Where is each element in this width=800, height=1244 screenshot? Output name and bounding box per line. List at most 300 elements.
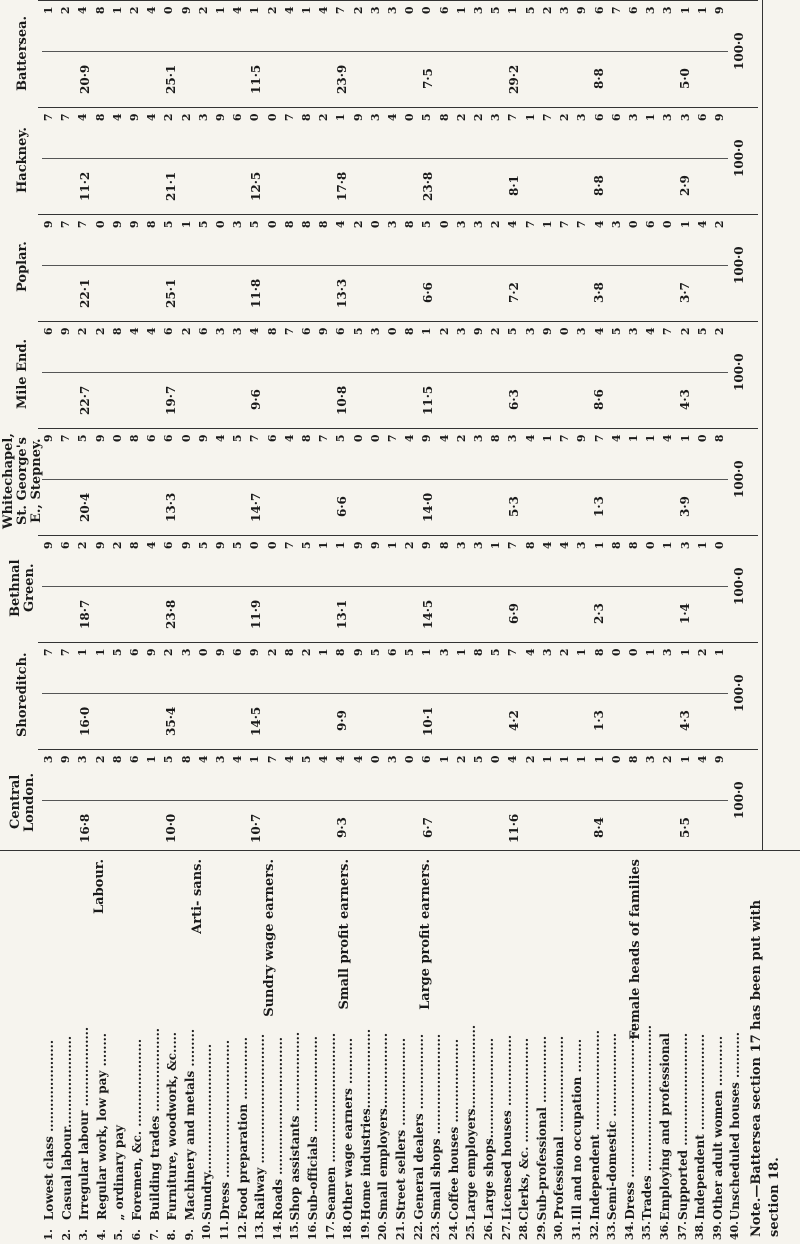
cell-value: 1 [575, 756, 589, 764]
cell-value: 6 [42, 328, 55, 336]
cell-value: 4 [386, 114, 400, 122]
row-label: Home industries................... [358, 1028, 373, 1220]
group-total-value: 4·3 [678, 710, 693, 732]
group-totals [42, 808, 728, 848]
cell-value: 4 [145, 7, 159, 15]
group-total-value: 17·8 [335, 171, 350, 201]
cell-value: 8 [403, 221, 417, 229]
cell-value: 5 [609, 328, 623, 336]
row-number: 22. [411, 1220, 425, 1240]
cell-value: 9 [179, 542, 193, 550]
cell-value: 2 [110, 542, 124, 550]
row-number: 11. [218, 1220, 231, 1240]
cell-value: 7 [334, 7, 348, 15]
cell-value: 7 [42, 649, 55, 657]
group-total-value: 25·1 [163, 64, 178, 94]
group-total-value: 8·8 [592, 175, 607, 197]
group-total-value: 10·8 [335, 385, 350, 415]
cell-value: 4 [231, 756, 245, 764]
cell-value: 5 [368, 649, 382, 657]
district-band [38, 535, 758, 642]
cell-value: 6 [695, 114, 709, 122]
row-number: 2. [59, 1228, 73, 1240]
cell-value: 3 [368, 328, 382, 336]
cell-value: 3 [472, 435, 486, 443]
cell-value: 3 [42, 756, 55, 764]
cell-value: 3 [454, 221, 468, 229]
group-total-value: 3·7 [678, 282, 693, 304]
group-total-value: 11·5 [249, 64, 264, 94]
cell-value: 7 [386, 435, 400, 443]
group-brace [42, 41, 728, 52]
cell-value: 1 [712, 649, 726, 657]
cell-value: 1 [678, 7, 692, 15]
group-label: Large profit earners. [418, 859, 433, 1010]
cell-value: 9 [110, 221, 124, 229]
group-total-value: 9·6 [249, 389, 264, 411]
district-row-values [42, 7, 728, 14]
cell-value: 0 [695, 435, 709, 443]
group-total-value: 9·3 [335, 817, 350, 839]
row-number: 4. [94, 1228, 108, 1240]
cell-value: 9 [351, 114, 365, 122]
row-label: Casual labour...................... [59, 1036, 74, 1220]
cell-value: 7 [506, 542, 520, 550]
group-total-value: 6·6 [335, 496, 350, 518]
group-total-value: 5·0 [678, 68, 693, 90]
district-total: 100·0 [732, 246, 746, 284]
row-number: 14. [270, 1220, 284, 1240]
cell-value: 4 [506, 221, 520, 229]
row-label: Unscheduled houses ........... [728, 1031, 743, 1220]
cell-value: 9 [472, 328, 486, 336]
cell-value: 3 [523, 328, 537, 336]
row-label: Large employers.................... [464, 1024, 479, 1220]
cell-value: 5 [196, 542, 210, 550]
group-total-value: 12·5 [249, 171, 264, 201]
district-name: Poplar. [15, 241, 30, 293]
row-label: Sub-professional ................ [534, 1035, 549, 1220]
cell-value: 0 [558, 328, 572, 336]
row-label: Semi-domestic .................... [605, 1032, 620, 1220]
cell-value: 1 [506, 7, 520, 15]
cell-value: 2 [712, 221, 726, 229]
cell-value: 1 [678, 435, 692, 443]
cell-value: 5 [472, 756, 486, 764]
group-total-value: 8·4 [592, 817, 607, 839]
row-number: 16. [306, 1220, 319, 1240]
district-band [38, 749, 758, 856]
cell-value: 4 [317, 7, 331, 15]
row-number: 35. [640, 1220, 654, 1240]
cell-value: 0 [351, 435, 365, 443]
group-total-value: 23·9 [335, 64, 350, 94]
group-total-value: 7·2 [506, 282, 521, 304]
district-row-values [42, 756, 728, 763]
row-label: Licensed houses ................. [499, 1034, 514, 1220]
cell-value: 9 [351, 542, 365, 550]
row-label: Other wage earners ........... [341, 1037, 356, 1220]
cell-value: 8 [265, 328, 279, 336]
cell-value: 9 [128, 221, 142, 229]
group-brace [42, 576, 728, 587]
cell-value: 0 [644, 542, 658, 550]
cell-value: 0 [162, 7, 176, 15]
cell-value: 4 [523, 435, 537, 443]
cell-value: 4 [76, 114, 90, 122]
cell-value: 8 [403, 328, 417, 336]
cell-value: 0 [626, 221, 640, 229]
cell-value: 1 [317, 542, 331, 550]
cell-value: 8 [282, 649, 296, 657]
cell-value: 3 [231, 328, 245, 336]
cell-value: 7 [76, 221, 90, 229]
cell-value: 7 [558, 435, 572, 443]
cell-value: 9 [540, 328, 554, 336]
cell-value: 0 [403, 756, 417, 764]
row-label: Clerks, &c. ......................... [517, 1037, 532, 1220]
row-number: 3. [77, 1228, 91, 1240]
cell-value: 5 [351, 328, 365, 336]
cell-value: 2 [695, 649, 709, 657]
row-label: Independent ....................... [693, 1034, 708, 1220]
cell-value: 3 [644, 756, 658, 764]
cell-value: 1 [592, 756, 606, 764]
cell-value: 5 [248, 221, 262, 229]
row-number: 25. [464, 1220, 478, 1240]
cell-value: 1 [540, 756, 554, 764]
cell-value: 3 [437, 649, 451, 657]
row-label: Foremen, &c. ..................... [130, 1038, 144, 1220]
cell-value: 3 [678, 114, 692, 122]
cell-value: 7 [575, 221, 589, 229]
cell-value: 1 [317, 649, 331, 657]
cell-value: 1 [420, 328, 434, 336]
cell-value: 4 [231, 7, 245, 15]
cell-value: 2 [59, 7, 73, 15]
cell-value: 6 [162, 328, 176, 336]
group-brace [42, 683, 728, 694]
cell-value: 4 [196, 756, 210, 764]
cell-value: 0 [368, 221, 382, 229]
group-totals [42, 380, 728, 420]
cell-value: 3 [661, 114, 675, 122]
cell-value: 3 [644, 7, 658, 15]
cell-value: 3 [454, 328, 468, 336]
cell-value: 8 [437, 114, 451, 122]
cell-value: 2 [93, 328, 107, 336]
row-label: Sundry............................... [200, 1044, 215, 1220]
cell-value: 6 [231, 114, 245, 122]
cell-value: 1 [575, 649, 589, 657]
cell-value: 7 [317, 435, 331, 443]
row-number: 19. [358, 1220, 372, 1240]
group-total-value: 20·9 [77, 64, 92, 94]
cell-value: 5 [300, 542, 314, 550]
group-total-value: 2·3 [592, 603, 607, 625]
district-band [38, 428, 758, 535]
district-band [38, 107, 758, 214]
cell-value: 7 [265, 756, 279, 764]
cell-value: 5 [403, 649, 417, 657]
group-brace [42, 148, 728, 159]
row-label: Furniture, woodwork, &c..... [165, 1031, 180, 1220]
cell-value: 4 [214, 435, 228, 443]
cell-value: 1 [540, 435, 554, 443]
cell-value: 3 [472, 7, 486, 15]
cell-value: 4 [592, 221, 606, 229]
row-label: Regular work, low pay ........ [94, 1033, 109, 1220]
district-name: Bethnal Green. [8, 559, 37, 617]
cell-value: 9 [712, 7, 726, 15]
cell-value: 3 [368, 7, 382, 15]
cell-value: 0 [368, 435, 382, 443]
cell-value: 3 [214, 328, 228, 336]
cell-value: 4 [437, 435, 451, 443]
cell-value: 1 [93, 649, 107, 657]
row-number: 23. [429, 1220, 443, 1240]
cell-value: 4 [128, 328, 142, 336]
cell-value: 9 [420, 435, 434, 443]
cell-value: 2 [317, 114, 331, 122]
cell-value: 3 [506, 435, 520, 443]
group-brace [42, 362, 728, 373]
row-number: 6. [130, 1228, 143, 1240]
group-label: Labour. [92, 859, 107, 914]
cell-value: 9 [42, 221, 55, 229]
cell-value: 4 [506, 756, 520, 764]
cell-value: 6 [386, 649, 400, 657]
row-label: Coffee houses .................... [446, 1038, 461, 1220]
cell-value: 0 [386, 328, 400, 336]
group-total-value: 16·8 [77, 813, 92, 843]
cell-value: 0 [248, 114, 262, 122]
cell-value: 7 [248, 435, 262, 443]
cell-value: 4 [282, 756, 296, 764]
cell-value: 2 [76, 328, 90, 336]
group-total-value: 6·9 [506, 603, 521, 625]
cell-value: 3 [575, 542, 589, 550]
cell-value: 6 [437, 7, 451, 15]
cell-value: 1 [214, 7, 228, 15]
group-total-value: 14·5 [249, 706, 264, 736]
cell-value: 4 [145, 114, 159, 122]
cell-value: 2 [351, 221, 365, 229]
row-number: 8. [165, 1228, 179, 1240]
cell-value: 3 [231, 221, 245, 229]
group-totals [42, 701, 728, 741]
cell-value: 8 [626, 542, 640, 550]
cell-value: 9 [248, 649, 262, 657]
group-label: Small profit earners. [337, 859, 352, 1010]
row-number: 32. [587, 1220, 601, 1240]
cell-value: 3 [368, 114, 382, 122]
cell-value: 8 [626, 756, 640, 764]
group-total-value: 3·9 [678, 496, 693, 518]
row-label: Shop assistants ................... [288, 1031, 303, 1220]
group-total-value: 29·2 [506, 64, 521, 94]
group-total-value: 4·3 [678, 389, 693, 411]
cell-value: 9 [196, 435, 210, 443]
group-total-value: 22·1 [77, 278, 92, 308]
cell-value: 2 [437, 328, 451, 336]
cell-value: 4 [145, 542, 159, 550]
group-total-value: 7·5 [420, 68, 435, 90]
cell-value: 2 [472, 114, 486, 122]
cell-value: 0 [437, 221, 451, 229]
cell-value: 1 [179, 221, 193, 229]
cell-value: 5 [420, 221, 434, 229]
cell-value: 5 [162, 756, 176, 764]
cell-value: 8 [317, 221, 331, 229]
cell-value: 8 [489, 435, 503, 443]
cell-value: 0 [265, 114, 279, 122]
cell-value: 7 [59, 114, 73, 122]
cell-value: 4 [334, 221, 348, 229]
row-number: 30. [552, 1220, 566, 1240]
cell-value: 8 [110, 328, 124, 336]
row-label: Street sellers ..................... [394, 1038, 408, 1220]
cell-value: 3 [661, 649, 675, 657]
district-row-values [42, 435, 728, 442]
cell-value: 3 [540, 649, 554, 657]
cell-value: 5 [76, 435, 90, 443]
cell-value: 1 [695, 542, 709, 550]
cell-value: 0 [179, 435, 193, 443]
cell-value: 4 [695, 221, 709, 229]
row-number: 39. [710, 1220, 724, 1240]
cell-value: 8 [523, 542, 537, 550]
cell-value: 9 [59, 328, 73, 336]
district-total: 100·0 [732, 139, 746, 177]
cell-value: 5 [231, 542, 245, 550]
cell-value: 7 [506, 649, 520, 657]
cell-value: 1 [661, 542, 675, 550]
group-total-value: 11·6 [506, 813, 521, 843]
group-totals [42, 59, 728, 99]
district-name: Shoreditch. [15, 652, 30, 738]
row-label: Independent ........................ [587, 1030, 602, 1220]
row-number: 5. [112, 1228, 126, 1240]
group-total-value: 13·1 [335, 599, 350, 629]
row-number: 40. [728, 1220, 742, 1240]
cell-value: 7 [609, 7, 623, 15]
cell-value: 3 [472, 221, 486, 229]
cell-value: 3 [661, 7, 675, 15]
row-label: Building trades .................... [147, 1027, 162, 1220]
row-label: Large shops........................ [482, 1038, 496, 1220]
district-total: 100·0 [732, 567, 746, 605]
cell-value: 2 [351, 7, 365, 15]
cell-value: 4 [540, 542, 554, 550]
row-label: General dealers .................. [411, 1034, 426, 1220]
row-label: Machinery and metals ......... [182, 1028, 197, 1220]
cell-value: 8 [93, 114, 107, 122]
row-label: „ ordinary pay [112, 1124, 127, 1220]
cell-value: 2 [179, 328, 193, 336]
cell-value: 2 [76, 542, 90, 550]
row-label: Lowest class ...................... [42, 1039, 56, 1220]
cell-value: 9 [42, 435, 55, 443]
cell-value: 3 [489, 114, 503, 122]
cell-value: 4 [403, 435, 417, 443]
cell-value: 6 [644, 221, 658, 229]
cell-value: 3 [179, 649, 193, 657]
cell-value: 5 [506, 328, 520, 336]
cell-value: 3 [386, 221, 400, 229]
cell-value: 3 [196, 114, 210, 122]
group-totals [42, 273, 728, 313]
cell-value: 6 [128, 756, 142, 764]
cell-value: 3 [678, 542, 692, 550]
district-band [38, 642, 758, 749]
cell-value: 9 [214, 114, 228, 122]
group-total-value: 11·2 [77, 171, 92, 201]
group-total-value: 11·9 [249, 599, 264, 629]
group-total-value: 23·8 [163, 599, 178, 629]
cell-value: 0 [265, 542, 279, 550]
row-label: Railway ............................... [253, 1034, 268, 1220]
cell-value: 7 [282, 542, 296, 550]
cell-value: 6 [162, 435, 176, 443]
cell-value: 1 [437, 756, 451, 764]
cell-value: 6 [128, 649, 142, 657]
cell-value: 0 [248, 542, 262, 550]
row-label: Dress ................................. [218, 1040, 232, 1220]
cell-value: 3 [558, 7, 572, 15]
cell-value: 1 [644, 649, 658, 657]
cell-value: 5 [110, 649, 124, 657]
group-total-value: 1·4 [678, 603, 693, 625]
cell-value: 0 [214, 221, 228, 229]
cell-value: 7 [282, 328, 296, 336]
cell-value: 8 [300, 114, 314, 122]
cell-value: 1 [695, 7, 709, 15]
row-number: 1. [42, 1228, 55, 1240]
cell-value: 0 [110, 435, 124, 443]
cell-value: 1 [644, 114, 658, 122]
cell-value: 1 [334, 114, 348, 122]
cell-value: 2 [162, 649, 176, 657]
row-number: 38. [693, 1220, 707, 1240]
cell-value: 3 [214, 756, 228, 764]
group-total-value: 11·8 [249, 278, 264, 308]
cell-value: 8 [472, 649, 486, 657]
cell-value: 9 [145, 649, 159, 657]
cell-value: 2 [179, 114, 193, 122]
cell-value: 8 [300, 435, 314, 443]
group-total-value: 20·4 [77, 492, 92, 522]
cell-value: 4 [282, 7, 296, 15]
district-row-values [42, 649, 728, 656]
cell-value: 9 [575, 7, 589, 15]
group-total-value: 3·8 [592, 282, 607, 304]
group-total-value: 5·5 [678, 817, 693, 839]
row-number: 17. [323, 1220, 337, 1240]
group-total-value: 10·7 [249, 813, 264, 843]
cell-value: 4 [76, 7, 90, 15]
cell-value: 7 [59, 649, 73, 657]
cell-value: 9 [128, 114, 142, 122]
district-band [38, 214, 758, 321]
row-number: 28. [517, 1220, 531, 1240]
cell-value: 1 [523, 114, 537, 122]
cell-value: 1 [248, 756, 262, 764]
cell-value: 3 [472, 542, 486, 550]
group-total-value: 2·9 [678, 175, 693, 197]
row-labels-region [0, 850, 800, 1244]
cell-value: 9 [420, 542, 434, 550]
